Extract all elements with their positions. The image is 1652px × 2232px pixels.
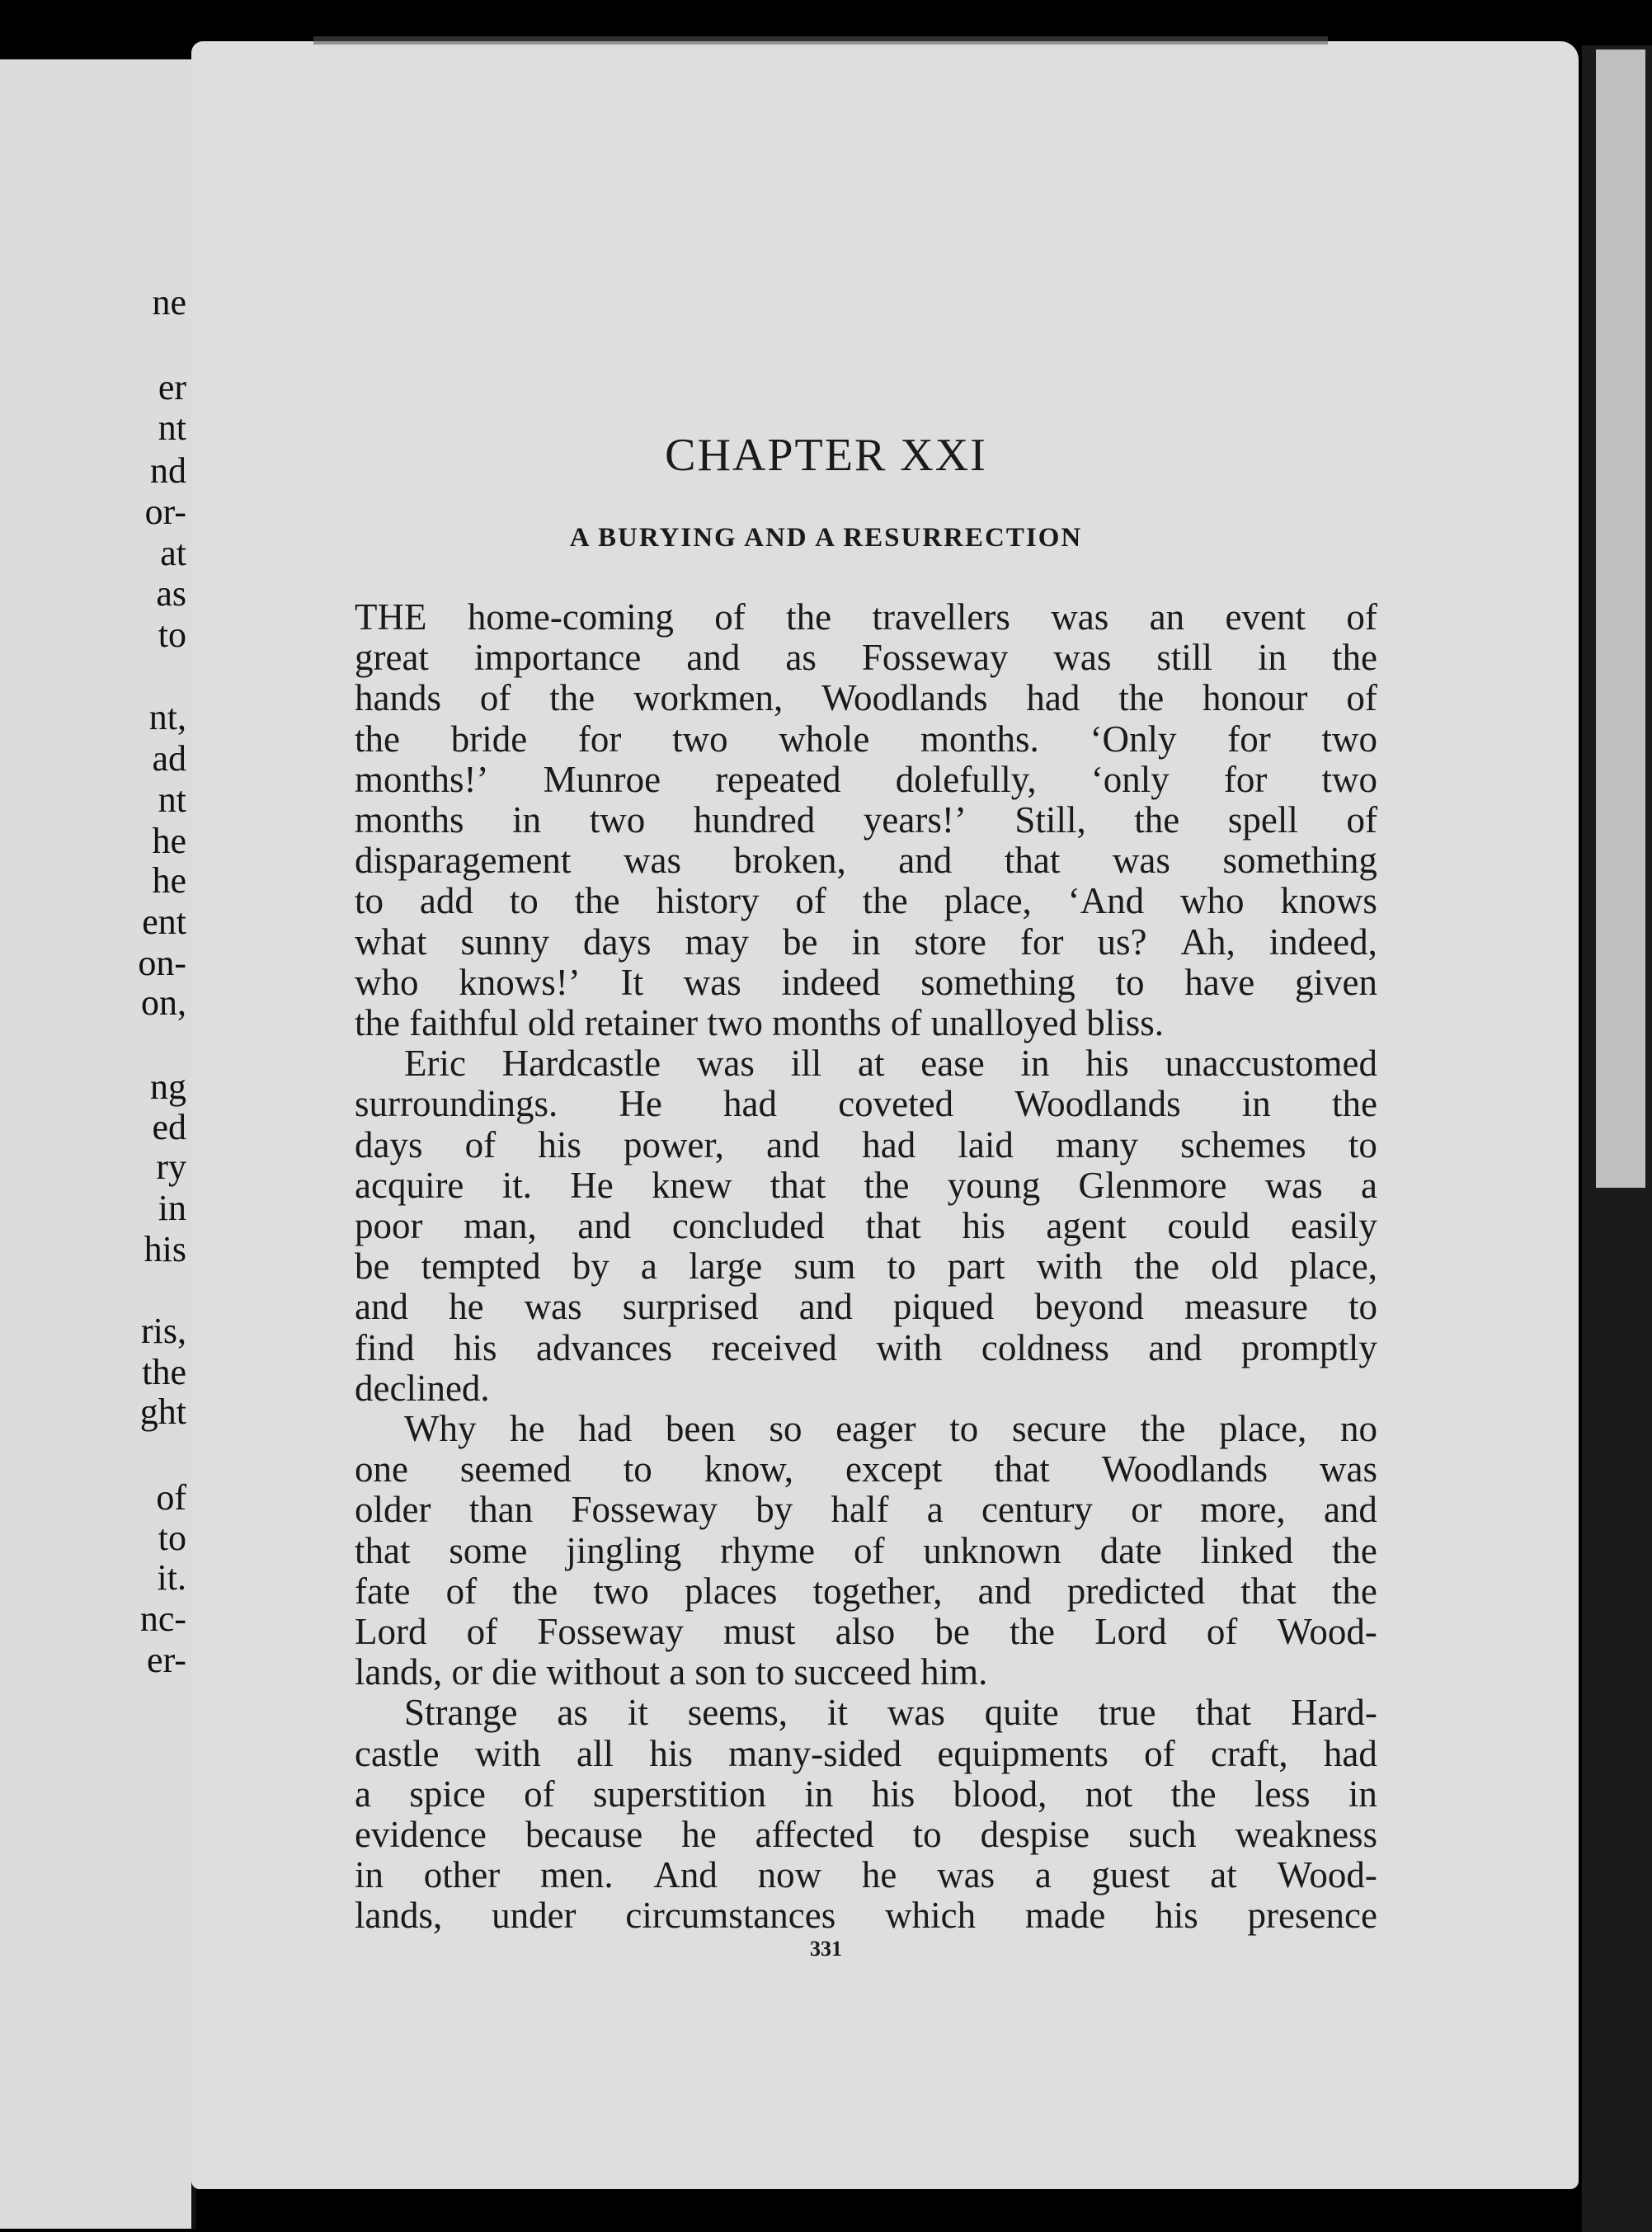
text-line: the faithful old retainer two months of unalloyed bliss. bbox=[355, 1002, 1165, 1043]
previous-page-line: it. bbox=[157, 1557, 186, 1598]
text-line: find his advances received with coldness and promptly bbox=[355, 1327, 1377, 1368]
previous-page-line: as bbox=[156, 573, 186, 614]
previous-page-line: to bbox=[158, 1518, 186, 1558]
text-line: be tempted by a large sum to part with the old place, bbox=[355, 1245, 1377, 1287]
previous-page-line: ed bbox=[152, 1107, 186, 1147]
text-line: to add to the history of the place, ‘And who knows bbox=[355, 880, 1377, 921]
text-line: Strange as it seems, it was quite true that Hard- bbox=[404, 1692, 1377, 1733]
text-line: fate of the two places together, and predicted that the bbox=[355, 1570, 1377, 1612]
previous-page-line: ent bbox=[142, 902, 186, 942]
text-line: what sunny days may be in store for us? Ah, indeed, bbox=[355, 921, 1377, 963]
previous-page-line: in bbox=[158, 1188, 186, 1228]
text-line: Lord of Fosseway must also be the Lord of Wood- bbox=[355, 1611, 1377, 1652]
previous-page-line: nd bbox=[150, 450, 186, 491]
previous-page-line: of bbox=[156, 1477, 186, 1518]
text-line: THE home-coming of the travellers was an event of bbox=[355, 596, 1377, 638]
page-number: 331 bbox=[810, 1937, 842, 1961]
text-line: castle with all his many-sided equipments of craft, had bbox=[355, 1733, 1377, 1774]
text-line: great importance and as Fosseway was still in the bbox=[355, 637, 1377, 678]
previous-page-line: ng bbox=[150, 1067, 186, 1107]
chapter-subtitle: A BURYING AND A RESURRECTION bbox=[569, 523, 1083, 553]
text-line: evidence because he affected to despise such weakness bbox=[355, 1814, 1377, 1855]
text-line: and he was surprised and piqued beyond measure to bbox=[355, 1286, 1377, 1327]
text-line: months!’ Munroe repeated dolefully, ‘only for two bbox=[355, 759, 1377, 800]
text-line: Why he had been so eager to secure the place, no bbox=[404, 1408, 1377, 1449]
chapter-title: CHAPTER XXI bbox=[665, 430, 987, 481]
text-line: lands, or die without a son to succeed him. bbox=[355, 1651, 988, 1693]
previous-page-line: ne bbox=[152, 282, 186, 323]
text-line: who knows!’ It was indeed something to have given bbox=[355, 962, 1377, 1003]
previous-page-line: ad bbox=[152, 738, 186, 779]
text-line: that some jingling rhyme of unknown date linked the bbox=[355, 1530, 1377, 1571]
previous-page-line: he bbox=[152, 821, 186, 861]
previous-page-line: nc- bbox=[139, 1599, 186, 1639]
previous-page-line: his bbox=[144, 1229, 186, 1269]
previous-page-line: he bbox=[152, 860, 186, 901]
text-line: the bride for two whole months. ‘Only for two bbox=[355, 718, 1377, 760]
text-line: a spice of superstition in his blood, not the less in bbox=[355, 1773, 1377, 1815]
text-line: disparagement was broken, and that was something bbox=[355, 840, 1377, 881]
previous-page-edge bbox=[0, 59, 196, 2229]
text-line: acquire it. He knew that the young Glenmore was a bbox=[355, 1165, 1377, 1206]
previous-page-line: ght bbox=[139, 1391, 186, 1432]
previous-page-line: nt, bbox=[148, 697, 186, 737]
previous-page-line: er- bbox=[147, 1640, 186, 1680]
previous-page-line: er bbox=[158, 367, 186, 407]
previous-page-line: on, bbox=[141, 982, 186, 1023]
text-line: days of his power, and had laid many schemes to bbox=[355, 1124, 1377, 1165]
previous-page-line: ry bbox=[156, 1147, 186, 1187]
previous-page-line: ris, bbox=[141, 1311, 186, 1351]
previous-page-line: to bbox=[158, 615, 186, 655]
text-line: lands, under circumstances which made his presence bbox=[355, 1895, 1377, 1936]
previous-page-line: or- bbox=[144, 492, 186, 532]
text-line: surroundings. He had coveted Woodlands in the bbox=[355, 1083, 1377, 1124]
page-top-shadow bbox=[313, 36, 1328, 45]
text-line: in other men. And now he was a guest at Wood- bbox=[355, 1854, 1377, 1895]
text-line: declined. bbox=[355, 1368, 490, 1409]
text-line: months in two hundred years!’ Still, the spell of bbox=[355, 799, 1377, 841]
text-line: poor man, and concluded that his agent could easily bbox=[355, 1205, 1377, 1246]
previous-page-line: on- bbox=[138, 943, 186, 983]
text-line: one seemed to know, except that Woodlands was bbox=[355, 1448, 1377, 1490]
text-line: hands of the workmen, Woodlands had the honour of bbox=[355, 677, 1377, 718]
previous-page-line: nt bbox=[158, 407, 186, 448]
text-line: older than Fosseway by half a century or more, and bbox=[355, 1489, 1377, 1530]
previous-page-line: the bbox=[142, 1352, 186, 1392]
page-edge-strip bbox=[1596, 49, 1645, 1188]
previous-page-line: at bbox=[160, 533, 186, 573]
text-line: Eric Hardcastle was ill at ease in his unaccustomed bbox=[404, 1043, 1377, 1084]
previous-page-line: nt bbox=[158, 779, 186, 820]
